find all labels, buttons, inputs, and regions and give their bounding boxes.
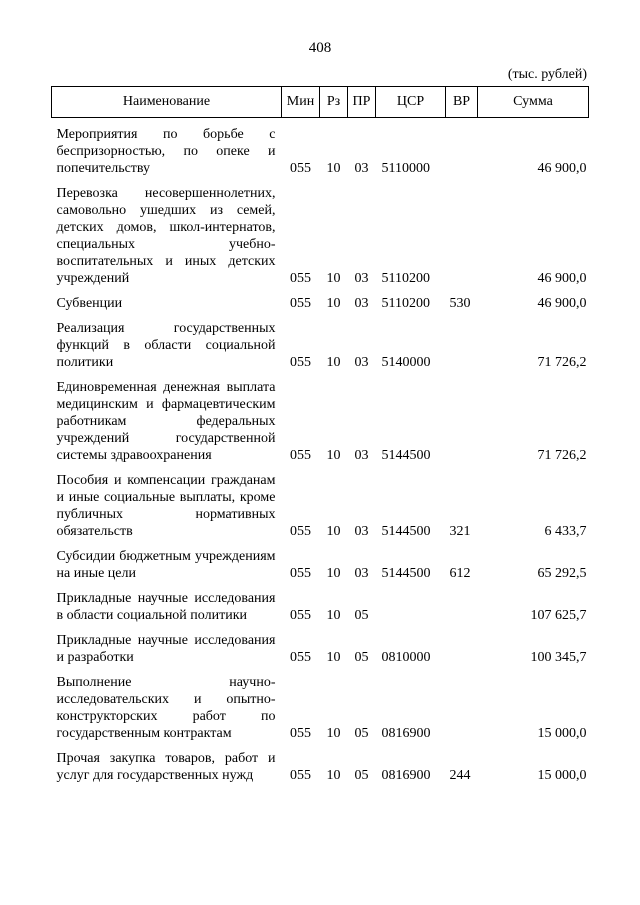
row-name: Прикладные научные исследования и разработки	[56, 633, 276, 665]
row-rz: 10	[326, 726, 341, 741]
row-name: Перевозка несовершеннолетних, самовольно ушедших из семей, детских домов, школ-интернатов, специальных учебно-воспитательных и иных детских учреждений	[56, 186, 276, 286]
units-label: (тыс. рублей)	[507, 67, 587, 82]
table-row	[52, 371, 589, 464]
row-sum: 107 625,7	[530, 608, 587, 623]
row-min: 055	[290, 726, 311, 741]
row-sum: 15 000,0	[537, 726, 587, 741]
row-csr: 5110200	[381, 271, 430, 286]
header-csr: ЦСР	[376, 87, 446, 118]
row-min: 055	[290, 296, 311, 311]
table-row	[52, 464, 589, 540]
row-sum: 46 900,0	[537, 296, 587, 311]
row-sum: 6 433,7	[544, 524, 587, 539]
table-row	[52, 312, 589, 371]
page-number: 408	[308, 40, 332, 56]
row-csr: 0810000	[381, 650, 431, 665]
table-row	[52, 624, 589, 666]
budget-table	[51, 86, 589, 784]
row-rz: 10	[326, 608, 341, 623]
row-sum: 65 292,5	[537, 566, 587, 581]
row-pr: 03	[354, 524, 369, 539]
table-row	[52, 177, 589, 287]
table-row	[52, 582, 589, 624]
row-sum: 46 900,0	[537, 161, 587, 176]
row-vr	[446, 177, 478, 287]
row-rz: 10	[326, 161, 341, 176]
table-row	[52, 666, 589, 742]
row-pr: 03	[354, 566, 369, 581]
row-vr	[446, 371, 478, 464]
row-vr: 612	[449, 566, 471, 581]
row-name: Пособия и компенсации гражданам и иные социальные выплаты, кроме публичных нормативных обязательств	[56, 473, 276, 539]
row-csr: 5144500	[381, 566, 431, 581]
row-name: Единовременная денежная выплата медицинским и фармацевтическим работникам федеральных учреждений государственной системы здравоохранения	[56, 380, 276, 463]
table-row	[52, 742, 589, 784]
header-min: Мин	[282, 87, 320, 118]
row-pr: 05	[354, 768, 369, 783]
row-vr	[446, 582, 478, 624]
row-min: 055	[290, 650, 311, 665]
row-min: 055	[290, 524, 311, 539]
row-pr: 03	[354, 296, 369, 311]
row-rz: 10	[326, 650, 341, 665]
row-name: Выполнение научно-исследовательских и опытно-конструкторских работ по государственным контрактам	[56, 675, 276, 741]
row-csr	[376, 582, 446, 624]
row-vr	[446, 624, 478, 666]
row-min: 055	[290, 161, 311, 176]
row-vr	[446, 312, 478, 371]
row-pr: 03	[354, 448, 369, 463]
row-name: Субвенции	[56, 296, 123, 311]
row-min: 055	[290, 448, 311, 463]
row-sum: 15 000,0	[537, 768, 587, 783]
row-name: Прочая закупка товаров, работ и услуг для государственных нужд	[56, 751, 276, 783]
row-sum: 71 726,2	[537, 448, 587, 463]
row-rz: 10	[326, 296, 341, 311]
row-rz: 10	[326, 768, 341, 783]
table-row	[52, 540, 589, 582]
table-row	[52, 287, 589, 312]
row-name: Субсидии бюджетным учреждениям на иные цели	[56, 549, 276, 581]
row-name: Прикладные научные исследования в области социальной политики	[56, 591, 276, 623]
header-rz: Рз	[320, 87, 348, 118]
row-pr: 03	[354, 271, 369, 286]
row-name: Мероприятия по борьбе с беспризорностью, по опеке и попечительству	[56, 127, 276, 176]
row-vr	[446, 666, 478, 742]
row-min: 055	[290, 566, 311, 581]
row-vr: 321	[449, 524, 471, 539]
header-pr: ПР	[348, 87, 376, 118]
row-min: 055	[290, 768, 311, 783]
row-rz: 10	[326, 524, 341, 539]
header-sum: Сумма	[478, 87, 589, 118]
row-min: 055	[290, 355, 311, 370]
row-pr: 03	[354, 161, 369, 176]
row-pr: 05	[354, 726, 369, 741]
row-sum: 71 726,2	[537, 355, 587, 370]
row-rz: 10	[326, 448, 341, 463]
row-csr: 5110000	[381, 161, 430, 176]
row-pr: 05	[354, 608, 369, 623]
row-vr: 530	[449, 296, 471, 311]
row-rz: 10	[326, 271, 341, 286]
row-csr: 5110200	[381, 296, 430, 311]
table-header-row	[52, 87, 589, 118]
row-csr: 5144500	[381, 448, 431, 463]
header-name: Наименование	[52, 87, 282, 118]
row-vr	[446, 118, 478, 178]
row-min: 055	[290, 271, 311, 286]
row-min: 055	[290, 608, 311, 623]
row-name: Реализация государственных функций в области социальной политики	[56, 321, 276, 370]
row-vr: 244	[449, 768, 471, 783]
header-vr: ВР	[446, 87, 478, 118]
row-csr: 0816900	[381, 768, 431, 783]
row-csr: 5144500	[381, 524, 431, 539]
row-pr: 05	[354, 650, 369, 665]
table-row	[52, 118, 589, 178]
row-rz: 10	[326, 355, 341, 370]
row-sum: 46 900,0	[537, 271, 587, 286]
row-csr: 0816900	[381, 726, 431, 741]
row-sum: 100 345,7	[530, 650, 587, 665]
row-csr: 5140000	[381, 355, 431, 370]
row-pr: 03	[354, 355, 369, 370]
row-rz: 10	[326, 566, 341, 581]
